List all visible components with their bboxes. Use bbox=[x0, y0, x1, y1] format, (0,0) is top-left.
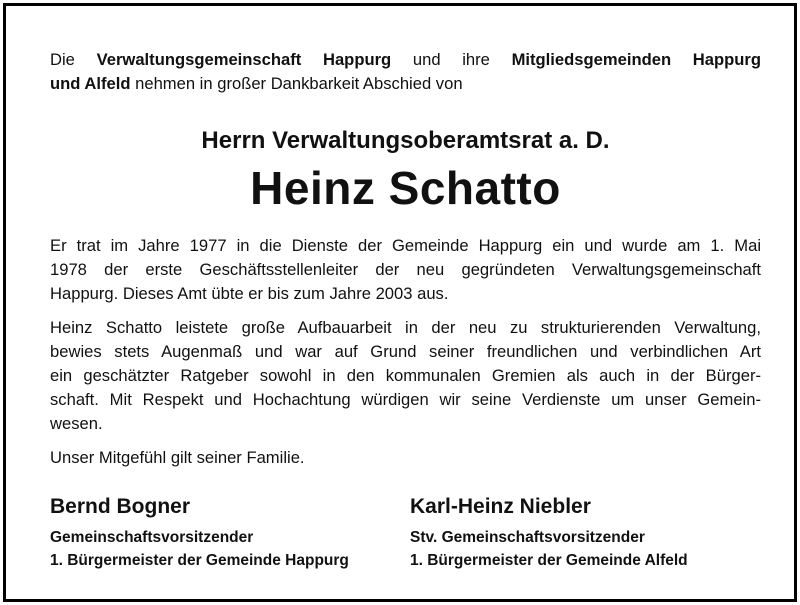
deceased-name: Heinz Schatto bbox=[250, 162, 561, 214]
intro-paragraph bbox=[50, 48, 761, 96]
intro-text: und ihre bbox=[391, 50, 512, 69]
honorific-title: Herrn Verwaltungsoberamtsrat a. D. bbox=[201, 127, 610, 154]
text-line: bewies stets Augenmaß und war auf Grund seiner freundlichen und verbindlichen Art bbox=[50, 342, 761, 361]
condolence-paragraph: Unser Mitgefühl gilt seiner Familie. bbox=[50, 448, 305, 467]
intro-text: nehmen in großer Dankbarkeit Abschied von bbox=[130, 74, 463, 93]
text-line: ein geschätzter Ratgeber sowohl in den kommunalen Gremien als auch in der Bürger- bbox=[50, 366, 761, 385]
tribute-paragraph bbox=[50, 316, 761, 436]
intro-text: Die bbox=[50, 50, 97, 69]
text-line: Er trat im Jahre 1977 in die Dienste der Gemeinde Happurg ein und wurde am 1. Mai bbox=[50, 236, 761, 255]
signatory-role: Gemeinschaftsvorsitzender bbox=[50, 529, 254, 546]
text-line: wesen. bbox=[50, 414, 103, 433]
text-line: Heinz Schatto leistete große Aufbauarbeit in der neu zu strukturierenden Verwaltung, bbox=[50, 318, 761, 337]
signatory-name: Karl-Heinz Niebler bbox=[410, 495, 591, 518]
signatory-name: Bernd Bogner bbox=[50, 495, 191, 518]
obituary-notice bbox=[3, 3, 797, 602]
text-line: 1978 der erste Geschäftsstellenleiter der neu gegründeten Verwaltungsgemeinschaft bbox=[50, 260, 761, 279]
notice-body bbox=[50, 48, 761, 470]
intro-member-municipalities-cont: und Alfeld bbox=[50, 74, 131, 93]
signatory-role: 1. Bürgermeister der Gemeinde Happurg bbox=[50, 552, 349, 569]
intro-member-municipalities: Mitgliedsgemeinden Happurg bbox=[511, 50, 761, 69]
career-paragraph bbox=[50, 234, 761, 306]
text-line: Happurg. Dieses Amt übte er bis zum Jahre 2003 aus. bbox=[50, 284, 449, 303]
text-line: schaft. Mit Respekt und Hochachtung würdigen wir seine Verdienste um unser Gemein- bbox=[50, 390, 761, 409]
signature-left bbox=[50, 494, 410, 572]
signatory-role: 1. Bürgermeister der Gemeinde Alfeld bbox=[410, 552, 688, 569]
signature-right bbox=[410, 494, 770, 572]
intro-line-1 bbox=[50, 48, 761, 72]
signatory-role: Stv. Gemeinschaftsvorsitzender bbox=[410, 529, 645, 546]
intro-line-2 bbox=[50, 72, 761, 96]
signature-block bbox=[50, 494, 770, 572]
intro-org-name: Verwaltungsgemeinschaft Happurg bbox=[96, 50, 392, 69]
